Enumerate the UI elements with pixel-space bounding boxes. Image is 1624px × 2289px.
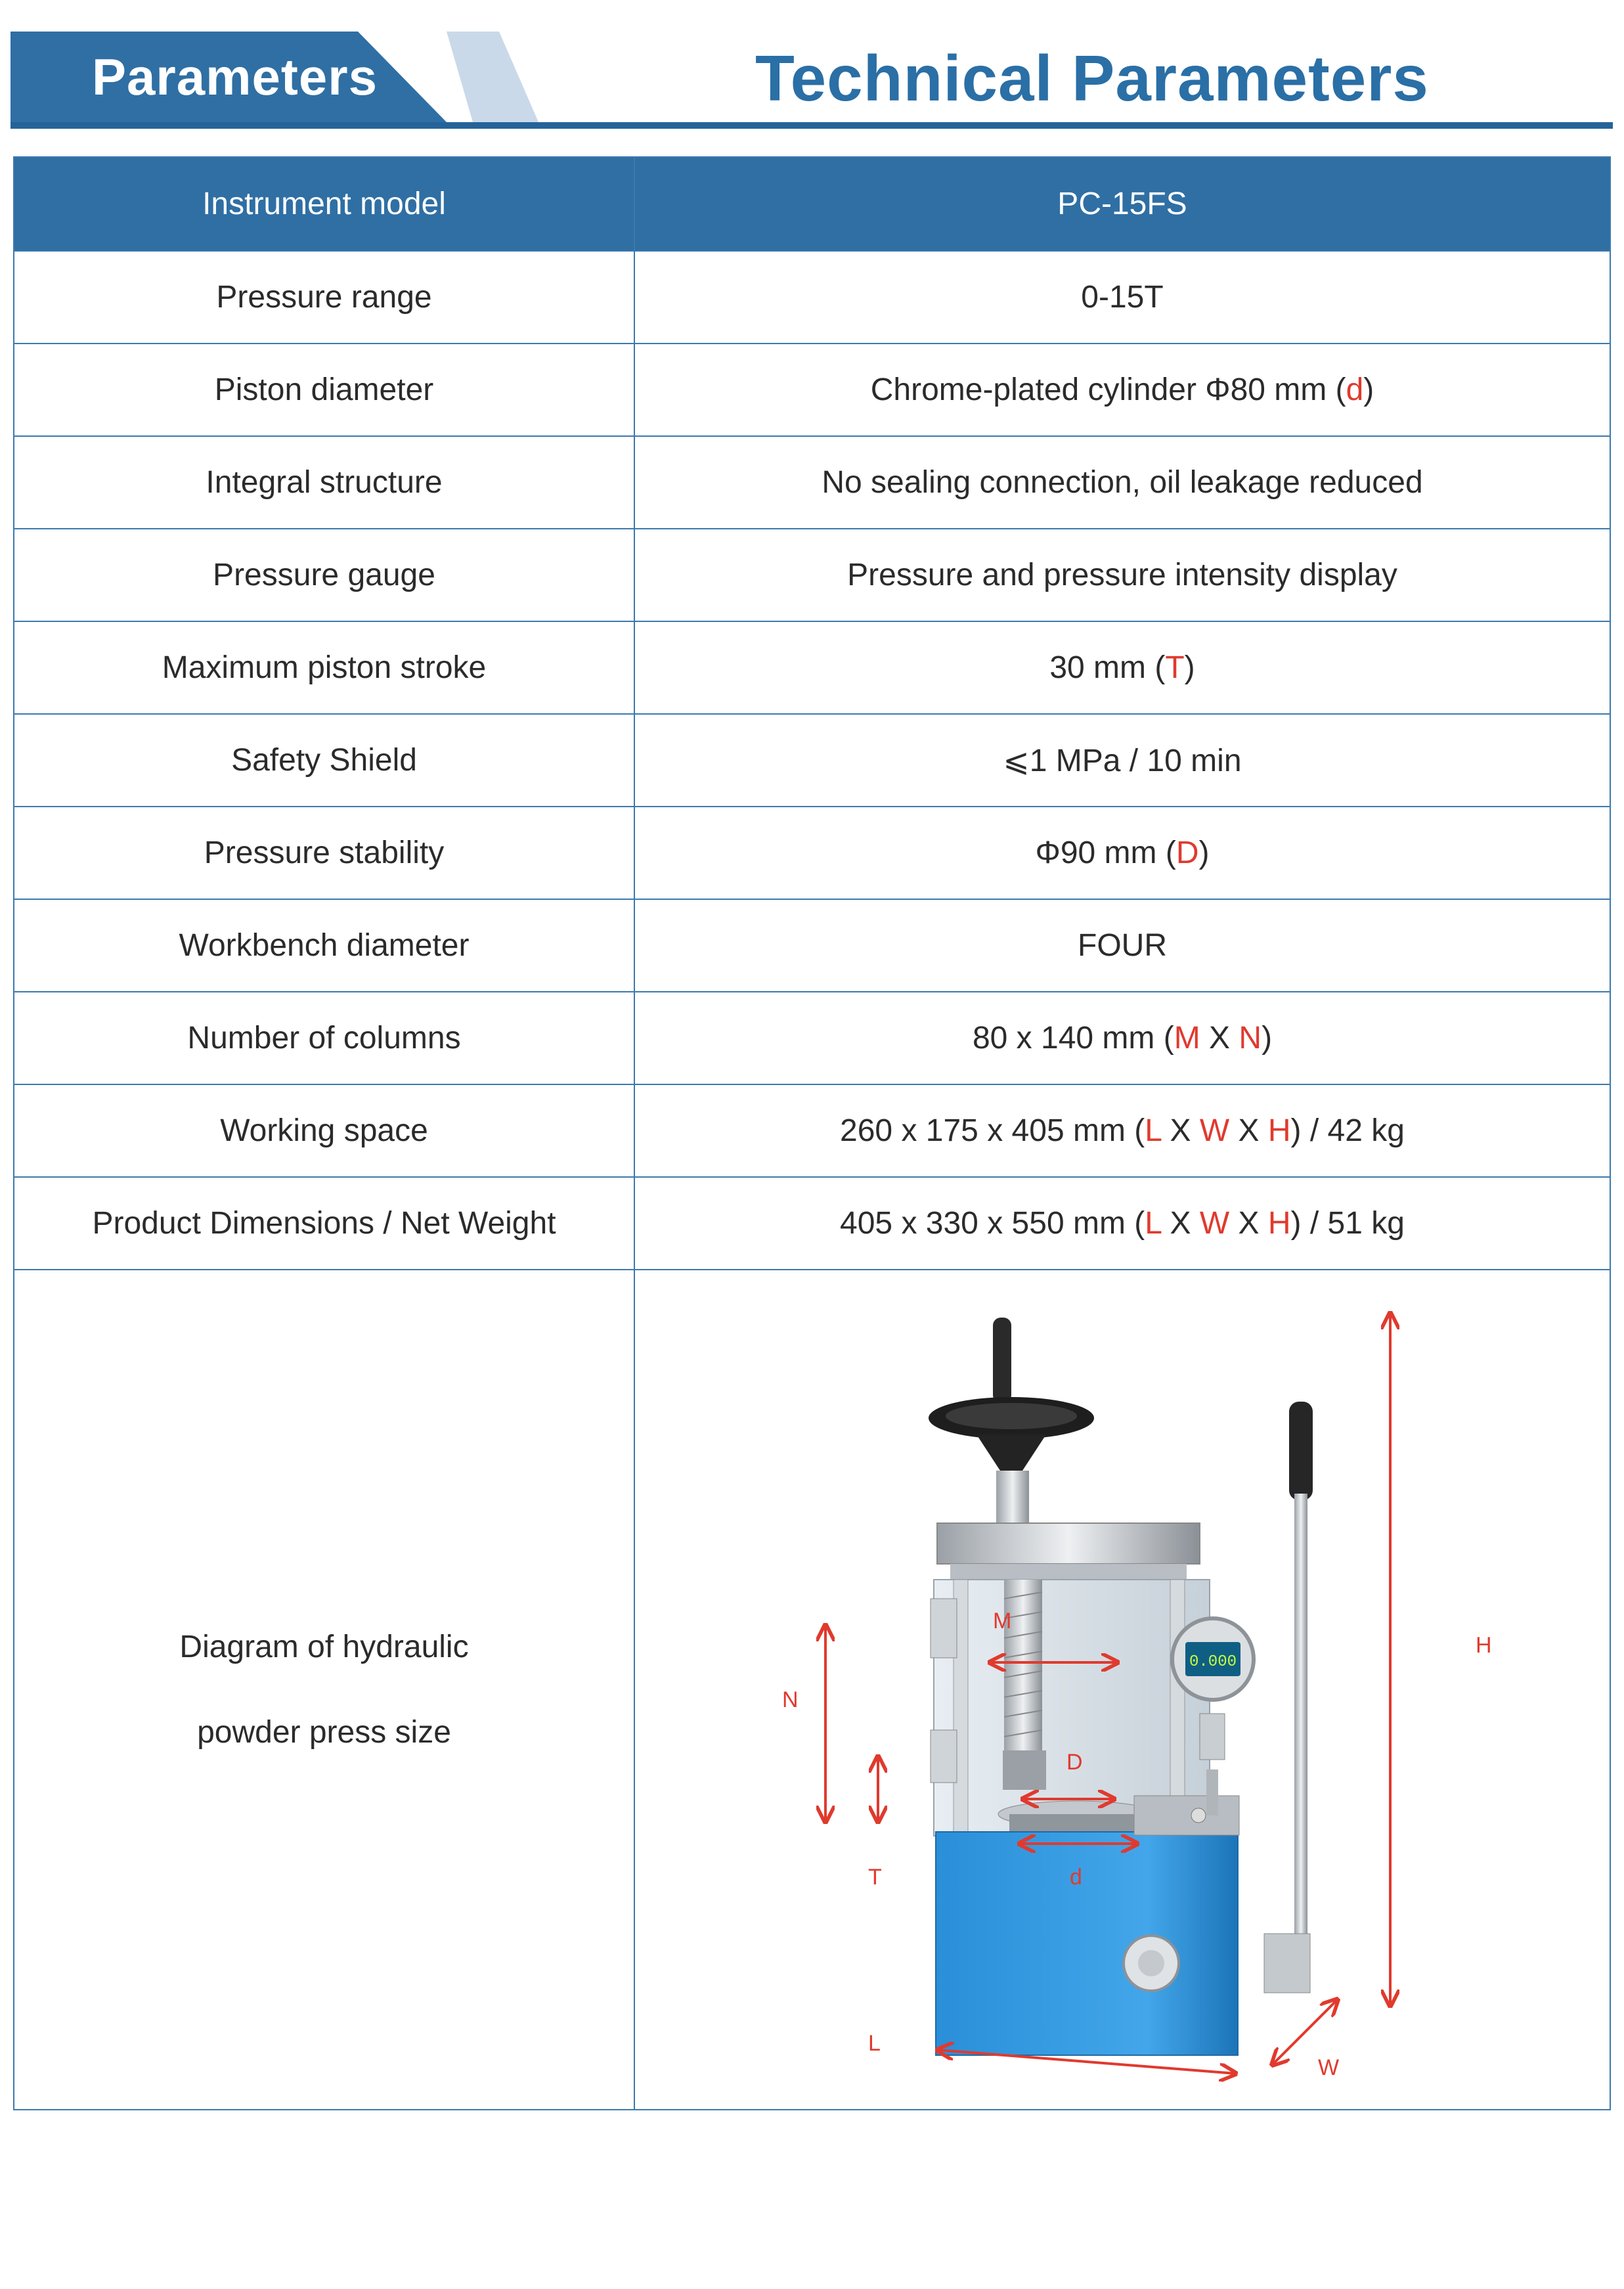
spec-value — [634, 251, 1610, 344]
page-header — [0, 0, 1624, 131]
spec-value — [634, 1177, 1610, 1270]
spec-value-dimension-letter: D — [1175, 835, 1199, 870]
spec-value-text: ) — [1363, 372, 1374, 407]
shield-hinge-top — [931, 1599, 957, 1658]
spec-label: Pressure range — [14, 251, 634, 344]
oil-tank-cap — [1134, 1796, 1239, 1835]
table-row — [14, 1177, 1610, 1270]
diagram-label-line-1: Diagram of hydraulic — [179, 1629, 469, 1664]
spec-value — [634, 436, 1610, 529]
dim-label-n: N — [782, 1687, 799, 1712]
spec-value-text: No sealing connection, oil leakage reduced — [822, 465, 1423, 500]
spec-value-text: X — [1161, 1113, 1200, 1148]
spec-value-dimension-letter: H — [1267, 1113, 1291, 1148]
spec-value-dimension-letter: T — [1165, 650, 1185, 685]
spec-value-text: 260 x 175 x 405 mm ( — [840, 1113, 1145, 1148]
spec-label: Integral structure — [14, 436, 634, 529]
spec-table — [13, 156, 1611, 2110]
diagram-image-cell — [634, 1270, 1610, 2110]
spec-label: Piston diameter — [14, 344, 634, 436]
table-row — [14, 807, 1610, 899]
spec-value-text: Chrome-plated cylinder Φ80 mm ( — [870, 372, 1346, 407]
dim-label-small-d: d — [1070, 1865, 1082, 1890]
blue-base — [936, 1832, 1238, 2055]
spec-value-text: 80 x 140 mm ( — [972, 1021, 1174, 1056]
spec-value-dimension-letter: W — [1199, 1206, 1230, 1241]
spec-label: Maximum piston stroke — [14, 621, 634, 714]
spec-value — [634, 344, 1610, 436]
spec-value — [634, 714, 1610, 807]
spec-value-dimension-letter: d — [1346, 372, 1364, 407]
spec-value — [634, 807, 1610, 899]
table-row — [14, 992, 1610, 1084]
spec-value — [634, 621, 1610, 714]
spec-label: Number of columns — [14, 992, 634, 1084]
spec-value-text: 0-15T — [1081, 280, 1164, 315]
dim-label-h: H — [1476, 1633, 1492, 1658]
spec-value-text: ) / 51 kg — [1290, 1206, 1405, 1241]
spec-value-text: X — [1200, 1021, 1239, 1056]
table-row — [14, 1084, 1610, 1177]
table-row — [14, 529, 1610, 621]
dim-label-m: M — [993, 1609, 1012, 1633]
spec-value-text: Pressure and pressure intensity display — [847, 558, 1397, 592]
table-header-label: Instrument model — [14, 157, 634, 251]
table-row — [14, 251, 1610, 344]
dim-label-l: L — [868, 2031, 881, 2056]
diagram-label-cell — [14, 1270, 634, 2110]
spec-value — [634, 529, 1610, 621]
spec-value-text: X — [1229, 1113, 1268, 1148]
handwheel-knob — [993, 1318, 1011, 1403]
header-tab-label: Parameters — [92, 48, 378, 106]
spec-value — [634, 899, 1610, 992]
spec-value-dimension-letter: W — [1199, 1113, 1230, 1148]
upper-plate — [1003, 1750, 1046, 1790]
spec-value-text: Φ90 mm ( — [1035, 835, 1176, 870]
table-row — [14, 621, 1610, 714]
spec-value-text: FOUR — [1078, 928, 1167, 963]
spec-value-text: X — [1161, 1206, 1200, 1241]
spec-value-text: ) — [1198, 835, 1210, 870]
spec-value-text: ) / 42 kg — [1290, 1113, 1405, 1148]
table-header-row — [14, 157, 1610, 251]
spec-label: Pressure gauge — [14, 529, 634, 621]
spec-value-text: 30 mm ( — [1049, 650, 1166, 685]
spec-value — [634, 992, 1610, 1084]
spec-value-text: ⩽1 MPa / 10 min — [1003, 743, 1242, 778]
spec-label: Pressure stability — [14, 807, 634, 899]
spec-label: Product Dimensions / Net Weight — [14, 1177, 634, 1270]
spec-value-dimension-letter: L — [1145, 1206, 1162, 1241]
spec-value-text: ) — [1262, 1021, 1273, 1056]
pump-lever — [1264, 1402, 1313, 1993]
table-row — [14, 344, 1610, 436]
gauge-readout: 0.000 — [1189, 1653, 1237, 1671]
spec-value-dimension-letter: L — [1145, 1113, 1162, 1148]
spec-label: Workbench diameter — [14, 899, 634, 992]
spec-value-dimension-letter: M — [1174, 1021, 1200, 1056]
top-plate — [937, 1523, 1200, 1580]
table-header-value: PC-15FS — [634, 157, 1610, 251]
spec-value-text: X — [1229, 1206, 1268, 1241]
screw-rod — [1004, 1580, 1042, 1750]
diagram-row — [14, 1270, 1610, 2110]
table-row — [14, 436, 1610, 529]
handwheel — [929, 1318, 1094, 1471]
table-row — [14, 899, 1610, 992]
dim-label-w: W — [1318, 2055, 1340, 2080]
hydraulic-press-diagram — [635, 1270, 1611, 2109]
diagram-label-line-2: powder press size — [197, 1714, 451, 1750]
header-rule — [11, 122, 1613, 129]
spec-value-text: 405 x 330 x 550 mm ( — [840, 1206, 1145, 1241]
dim-label-big-d: D — [1066, 1750, 1083, 1775]
header-tab-light-stripe — [447, 32, 538, 122]
page-title: Technical Parameters — [755, 42, 1429, 114]
spec-value-text: ) — [1184, 650, 1195, 685]
dim-label-t: T — [868, 1865, 882, 1890]
table-row — [14, 714, 1610, 807]
spec-value-dimension-letter: H — [1267, 1206, 1291, 1241]
spec-label: Safety Shield — [14, 714, 634, 807]
spec-value — [634, 1084, 1610, 1177]
spec-value-dimension-letter: N — [1239, 1021, 1262, 1056]
spec-label: Working space — [14, 1084, 634, 1177]
shield-hinge-bottom — [931, 1730, 957, 1783]
